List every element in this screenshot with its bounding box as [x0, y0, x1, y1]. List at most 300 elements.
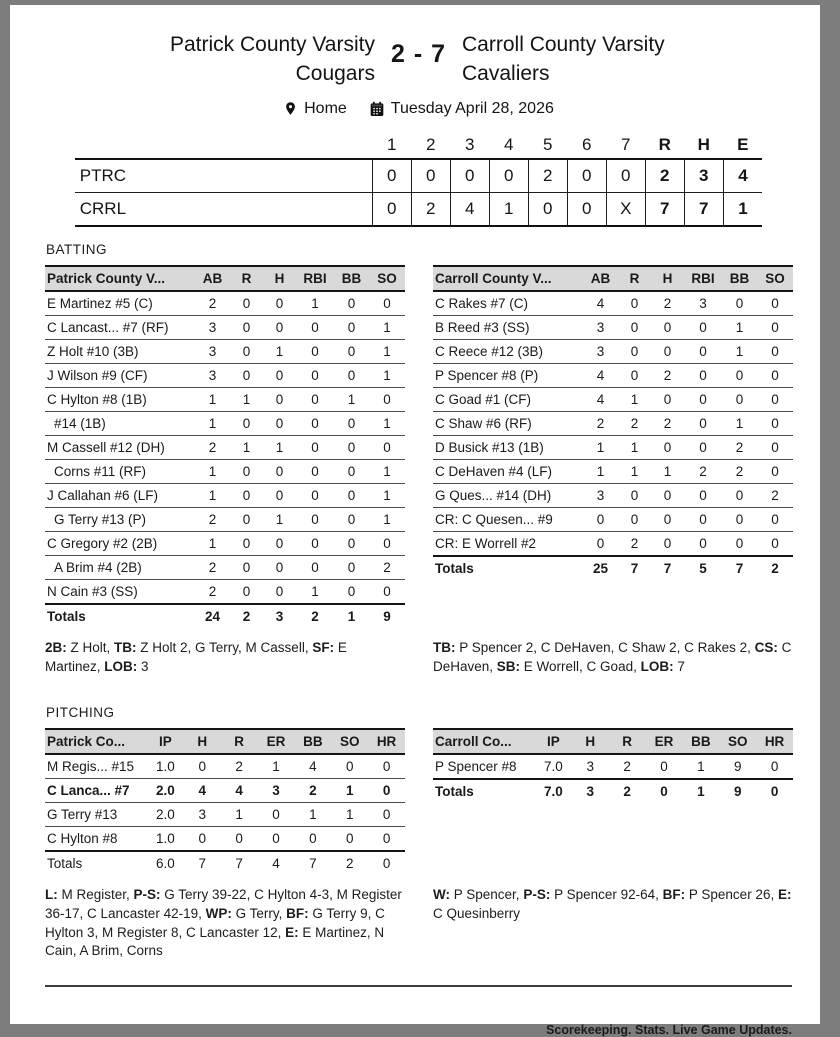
stat-cell: 0	[347, 535, 356, 551]
note-text: E Martinez, N Cain, A Brim, Corns	[45, 924, 388, 959]
totals-stat-cell: 2	[311, 608, 319, 624]
stat-column-header: H	[662, 270, 673, 286]
totals-stat-cell: 7	[663, 560, 672, 576]
player-row	[433, 339, 793, 363]
stat-cell: 0	[275, 319, 284, 335]
player-row	[45, 315, 405, 339]
player-row	[45, 292, 405, 315]
stat-cell: 0	[699, 487, 707, 503]
stat-column-header: BB	[691, 733, 711, 749]
stat-cell: 1	[311, 583, 319, 599]
player-name: J Wilson #9 (CF)	[47, 367, 148, 383]
stat-cell: 1	[242, 391, 251, 407]
stat-column-header: HR	[764, 733, 785, 749]
totals-stat-cell: 6.0	[156, 855, 175, 871]
stat-cell: 0	[242, 319, 251, 335]
totals-stat-cell: 3	[586, 783, 595, 799]
player-name: P Spencer #8 (P)	[435, 367, 539, 383]
player-name: C Hylton #8	[47, 830, 118, 846]
pitching-section-label: PITCHING	[46, 704, 115, 720]
date-label: Tuesday April 28, 2026	[390, 99, 554, 117]
note-stat-label: LOB:	[104, 658, 138, 674]
stat-cell: 0	[382, 830, 391, 846]
player-name: E Martinez #5 (C)	[47, 295, 153, 311]
away-pitching-notes	[45, 886, 405, 962]
linescore-corner	[75, 133, 373, 159]
totals-row	[45, 850, 405, 875]
player-row	[433, 531, 793, 555]
linescore-col-header: 6	[582, 135, 592, 155]
stat-cell: 0	[630, 487, 639, 503]
stat-cell: 1	[697, 758, 705, 774]
note-text: E Worrell, C Goad,	[520, 658, 641, 674]
stat-cell: 0	[663, 487, 672, 503]
stat-cell: 0	[235, 830, 243, 846]
stat-cell: 4	[235, 782, 243, 798]
stat-cell: 0	[699, 343, 707, 359]
note-text: Z Holt 2, G Terry, M Cassell,	[136, 639, 313, 655]
totals-stat-cell: 7	[198, 855, 207, 871]
note-stat-label: P-S:	[523, 886, 551, 902]
stat-cell: 0	[242, 583, 251, 599]
player-name: CR: C Quesen... #9	[435, 511, 553, 527]
stat-cell: 0	[699, 415, 707, 431]
player-row	[45, 339, 405, 363]
totals-stat-cell: 7.0	[544, 783, 563, 799]
stat-cell: 0	[347, 295, 356, 311]
calendar-icon	[369, 101, 385, 117]
home-team-name	[462, 31, 754, 89]
stat-cell: 0	[311, 439, 319, 455]
note-stat-label: WP:	[205, 905, 232, 921]
stat-cell: 0	[311, 391, 319, 407]
inning-score-cell: 2	[528, 159, 567, 193]
stat-cell: 3	[596, 487, 605, 503]
stat-cell: 0	[663, 319, 672, 335]
game-meta	[45, 100, 792, 118]
note-text: P Spencer 92-64,	[550, 886, 663, 902]
inning-score-cell: 0	[450, 159, 489, 193]
home-team-line2: Cavaliers	[462, 61, 550, 85]
stat-cell: 1	[630, 439, 639, 455]
stat-cell: 3	[208, 319, 217, 335]
stat-cell: 0	[311, 415, 319, 431]
note-text: C Quesinberry	[433, 886, 796, 921]
away-team-line1: Patrick County Varsity	[169, 33, 375, 56]
player-row	[433, 411, 793, 435]
stat-cell: 0	[383, 295, 391, 311]
stat-cell: 1	[383, 415, 391, 431]
totals-row	[45, 603, 405, 628]
away-pitching-table	[45, 728, 405, 875]
stat-cell: 0	[771, 295, 779, 311]
player-name: C Hylton #8 (1B)	[47, 391, 147, 407]
stat-cell: 1	[630, 391, 639, 407]
stat-cell: 9	[733, 758, 742, 774]
note-stat-label: E:	[285, 924, 299, 940]
stat-cell: 2	[383, 559, 391, 575]
stat-cell: 0	[347, 463, 356, 479]
note-stat-label: BF:	[662, 886, 686, 902]
stat-cell: 2	[235, 758, 243, 774]
stat-cell: 0	[311, 319, 319, 335]
player-row	[45, 363, 405, 387]
player-name: Z Holt #10 (3B)	[47, 343, 139, 359]
linescore-col-header: 7	[621, 135, 631, 155]
stat-cell: 1.0	[156, 830, 175, 846]
stat-cell: 0	[242, 343, 251, 359]
stat-cell: 0	[699, 535, 707, 551]
linescore-row	[75, 192, 763, 226]
stat-cell: 0	[771, 415, 779, 431]
note-text: P Spencer,	[450, 886, 524, 902]
stat-cell: 0	[275, 391, 284, 407]
player-row	[45, 778, 405, 802]
note-stat-label: BF:	[286, 905, 309, 921]
totals-stat-cell: 5	[699, 560, 707, 576]
totals-stat-cell: 4	[272, 855, 280, 871]
stat-cell: 0	[596, 535, 605, 551]
totals-stat-cell: 3	[275, 608, 284, 624]
stat-cell: 0	[663, 535, 672, 551]
rhe-score-cell: 3	[684, 159, 723, 193]
note-stat-label: P-S:	[133, 886, 161, 902]
stat-cell: 0	[596, 511, 605, 527]
stat-column-header: RBI	[691, 270, 715, 286]
inning-score-cell: 1	[489, 192, 528, 226]
player-name: G Terry #13	[47, 806, 118, 822]
stat-column-header: R	[234, 733, 244, 749]
stat-cell: 0	[663, 511, 672, 527]
away-batting-table	[45, 265, 405, 628]
pitching-columns	[45, 728, 796, 962]
stat-cell: 1	[735, 343, 744, 359]
player-row	[433, 315, 793, 339]
stat-cell: 0	[347, 511, 356, 527]
stat-cell: 0	[275, 559, 284, 575]
location-label: Home	[304, 99, 347, 117]
stat-cell: 0	[771, 319, 779, 335]
stat-cell: 0	[663, 343, 672, 359]
stat-cell: 7.0	[544, 758, 563, 774]
totals-label: Totals	[435, 560, 474, 576]
stat-cell: 1	[383, 511, 391, 527]
stat-cell: 3	[208, 343, 217, 359]
stat-cell: 0	[630, 367, 639, 383]
player-name: J Callahan #6 (LF)	[47, 487, 159, 503]
stat-cell: 0	[382, 758, 391, 774]
stat-cell: 3	[596, 343, 605, 359]
stat-column-header: R	[241, 270, 252, 286]
batting-columns	[45, 265, 796, 677]
stat-cell: 2	[309, 782, 317, 798]
stat-cell: 0	[311, 367, 319, 383]
note-text: G Terry,	[231, 905, 287, 921]
stat-cell: 0	[771, 463, 779, 479]
stat-cell: 1	[208, 487, 217, 503]
player-row	[433, 435, 793, 459]
stat-cell: 0	[660, 758, 668, 774]
stat-cell: 4	[596, 367, 605, 383]
stat-cell: 2	[630, 415, 639, 431]
note-text: 7	[673, 658, 685, 674]
player-name: C Rakes #7 (C)	[435, 295, 529, 311]
stat-cell: 2	[771, 487, 779, 503]
player-row	[45, 387, 405, 411]
note-stat-label: SF:	[312, 639, 335, 655]
linescore-col-header: 5	[543, 135, 553, 155]
stat-cell: 0	[311, 487, 319, 503]
stat-cell: 1	[735, 319, 744, 335]
stat-cell: 0	[383, 535, 391, 551]
totals-stat-cell: 0	[382, 855, 391, 871]
stat-column-header: H	[274, 270, 285, 286]
totals-stat-cell: 9	[383, 608, 391, 624]
stat-cell: 0	[242, 463, 251, 479]
stat-cell: 0	[347, 319, 356, 335]
batting-section-label: BATTING	[46, 241, 108, 257]
totals-row	[433, 778, 793, 803]
stat-cell: 0	[735, 511, 744, 527]
stat-cell: 1	[345, 782, 354, 798]
linescore-team-abbr: PTRC	[75, 159, 373, 193]
stat-cell: 0	[311, 511, 319, 527]
player-row	[45, 755, 405, 778]
stat-table-header-row	[45, 728, 405, 755]
stat-cell: 2.0	[156, 806, 175, 822]
totals-row	[433, 555, 793, 580]
stat-cell: 0	[771, 511, 779, 527]
stat-cell: 1	[383, 343, 391, 359]
stat-column-header: BB	[303, 733, 323, 749]
totals-stat-cell: 1	[697, 783, 705, 799]
player-name: G Terry #13 (P)	[54, 511, 147, 527]
stat-cell: 0	[735, 487, 744, 503]
player-name: C Gregory #2 (2B)	[47, 535, 158, 551]
player-name: M Cassell #12 (DH)	[47, 439, 165, 455]
stat-cell: 0	[347, 343, 356, 359]
totals-stat-cell: 2	[623, 783, 631, 799]
totals-stat-cell: 0	[660, 783, 668, 799]
totals-stat-cell: 2	[771, 560, 779, 576]
linescore-col-header: E	[737, 135, 749, 155]
totals-label: Totals	[47, 608, 86, 624]
stat-cell: 0	[275, 535, 284, 551]
player-name: G Ques... #14 (DH)	[435, 487, 552, 503]
stat-column-header: H	[197, 733, 208, 749]
stat-cell: 4	[596, 295, 605, 311]
inning-score-cell: 0	[372, 192, 411, 226]
final-score: 2 - 7	[390, 40, 447, 68]
inning-score-cell: 2	[411, 192, 450, 226]
stat-column-header: IP	[547, 733, 560, 749]
stat-cell: 0	[735, 391, 744, 407]
stat-column-header: SO	[377, 270, 397, 286]
totals-stat-cell: 9	[733, 783, 742, 799]
stat-cell: 0	[770, 758, 779, 774]
stat-cell: 1	[663, 463, 672, 479]
stat-cell: 0	[735, 295, 744, 311]
stat-cell: 2	[663, 415, 672, 431]
note-text: Z Holt,	[66, 639, 115, 655]
player-row	[45, 555, 405, 579]
stat-column-header: SO	[765, 270, 785, 286]
box-score-page	[10, 5, 820, 1037]
away-team-name	[83, 31, 375, 89]
stat-cell: 1	[345, 806, 354, 822]
stat-cell: 0	[311, 463, 319, 479]
linescore-header-row	[75, 133, 763, 159]
away-team-line2: Cougars	[295, 61, 375, 85]
stat-cell: 1	[383, 463, 391, 479]
footer-tagline: Scorekeeping. Stats. Live Game Updates.	[546, 1023, 792, 1037]
player-name: C Shaw #6 (RF)	[435, 415, 532, 431]
stat-cell: 1	[735, 415, 744, 431]
note-text: P Spencer 26,	[685, 886, 778, 902]
stat-cell: 2	[663, 367, 672, 383]
stat-cell: 1	[235, 806, 243, 822]
stat-cell: 1	[383, 319, 391, 335]
player-name: C Lanca... #7	[47, 782, 130, 798]
stat-cell: 0	[347, 487, 356, 503]
stat-cell: 0	[771, 535, 779, 551]
player-name: N Cain #3 (SS)	[47, 583, 138, 599]
stat-cell: 2	[663, 295, 672, 311]
player-name: C DeHaven #4 (LF)	[435, 463, 553, 479]
rhe-score-cell: 7	[645, 192, 684, 226]
stat-cell: 2	[208, 511, 217, 527]
stat-cell: 2	[208, 295, 217, 311]
stat-cell: 0	[242, 295, 251, 311]
stat-cell: 4	[596, 391, 605, 407]
note-stat-label: SB:	[496, 658, 521, 674]
stat-cell: 2	[699, 463, 707, 479]
stat-cell: 0	[735, 535, 744, 551]
stat-cell: 3	[699, 295, 707, 311]
stat-cell: 2	[208, 583, 217, 599]
note-stat-label: W:	[433, 886, 450, 902]
player-name: A Brim #4 (2B)	[54, 559, 142, 575]
player-name: P Spencer #8	[435, 758, 517, 774]
totals-label: Totals	[47, 855, 83, 871]
stat-cell: 0	[345, 830, 354, 846]
team-column-header: Patrick Co...	[47, 733, 126, 749]
stat-cell: 1	[383, 367, 391, 383]
stat-column-header: ER	[266, 733, 286, 749]
totals-stat-cell: 24	[204, 608, 221, 624]
stat-cell: 3	[208, 367, 217, 383]
stat-cell: 1	[347, 391, 356, 407]
stat-cell: 1	[383, 487, 391, 503]
player-name: CR: E Worrell #2	[435, 535, 537, 551]
totals-label: Totals	[435, 783, 474, 799]
stat-column-header: AB	[590, 270, 611, 286]
linescore-col-header: H	[697, 135, 710, 155]
stat-cell: 0	[699, 391, 707, 407]
stat-cell: 1	[208, 415, 217, 431]
inning-score-cell: X	[606, 192, 645, 226]
player-row	[433, 483, 793, 507]
team-column-header: Carroll County V...	[435, 270, 552, 286]
stat-cell: 0	[272, 830, 280, 846]
stat-cell: 2.0	[156, 782, 175, 798]
player-row	[45, 579, 405, 603]
totals-stat-cell: 7	[735, 560, 744, 576]
inning-score-cell: 0	[567, 192, 606, 226]
player-row	[45, 531, 405, 555]
home-pitching-table	[433, 728, 793, 803]
stat-table-header-row	[433, 265, 793, 292]
rhe-score-cell: 7	[684, 192, 723, 226]
stat-cell: 0	[771, 439, 779, 455]
inning-score-cell: 0	[606, 159, 645, 193]
stat-cell: 0	[699, 367, 707, 383]
totals-stat-cell: 25	[592, 560, 609, 576]
stat-column-header: R	[629, 270, 640, 286]
inning-score-cell: 4	[450, 192, 489, 226]
scoreboard-header	[45, 31, 792, 89]
stat-cell: 3	[586, 758, 595, 774]
stat-cell: 0	[771, 367, 779, 383]
player-row	[45, 411, 405, 435]
linescore-col-header: 3	[465, 135, 475, 155]
stat-cell: 0	[347, 583, 356, 599]
stat-column-header: HR	[376, 733, 397, 749]
stat-cell: 0	[275, 367, 284, 383]
stat-cell: 0	[382, 806, 391, 822]
inning-score-cell: 0	[411, 159, 450, 193]
totals-stat-cell: 2	[242, 608, 251, 624]
note-stat-label: L:	[45, 886, 58, 902]
stat-cell: 0	[735, 367, 744, 383]
inning-score-cell: 0	[528, 192, 567, 226]
stat-cell: 0	[699, 439, 707, 455]
stat-cell: 0	[242, 367, 251, 383]
stat-column-header: ER	[654, 733, 674, 749]
footer-divider	[45, 985, 792, 987]
home-batting-notes	[433, 639, 796, 677]
linescore-col-header: 2	[426, 135, 436, 155]
stat-cell: 4	[309, 758, 317, 774]
player-row	[45, 435, 405, 459]
stat-cell: 2	[208, 559, 217, 575]
stat-cell: 0	[383, 439, 391, 455]
stat-cell: 0	[347, 559, 356, 575]
player-row	[45, 507, 405, 531]
inning-score-cell: 0	[372, 159, 411, 193]
stat-cell: 2	[596, 415, 605, 431]
note-stat-label: E:	[777, 886, 792, 902]
stat-table-header-row	[433, 728, 793, 755]
stat-cell: 1	[309, 806, 317, 822]
note-text: G Terry 9, C Hylton 3, M Register 8, C Lancaster 12,	[45, 905, 389, 940]
note-text: 3	[137, 658, 149, 674]
player-row	[433, 363, 793, 387]
player-name: C Lancast... #7 (RF)	[47, 319, 169, 335]
stat-cell: 1	[275, 511, 284, 527]
stat-cell: 1	[275, 343, 284, 359]
stat-cell: 0	[663, 439, 672, 455]
stat-cell: 0	[347, 367, 356, 383]
stat-cell: 0	[242, 535, 251, 551]
stat-cell: 3	[198, 806, 207, 822]
stat-cell: 0	[699, 511, 707, 527]
player-name: D Busick #13 (1B)	[435, 439, 544, 455]
stat-cell: 0	[198, 758, 207, 774]
stat-cell: 2	[630, 535, 639, 551]
stat-cell: 0	[275, 487, 284, 503]
away-batting-notes	[45, 639, 405, 677]
